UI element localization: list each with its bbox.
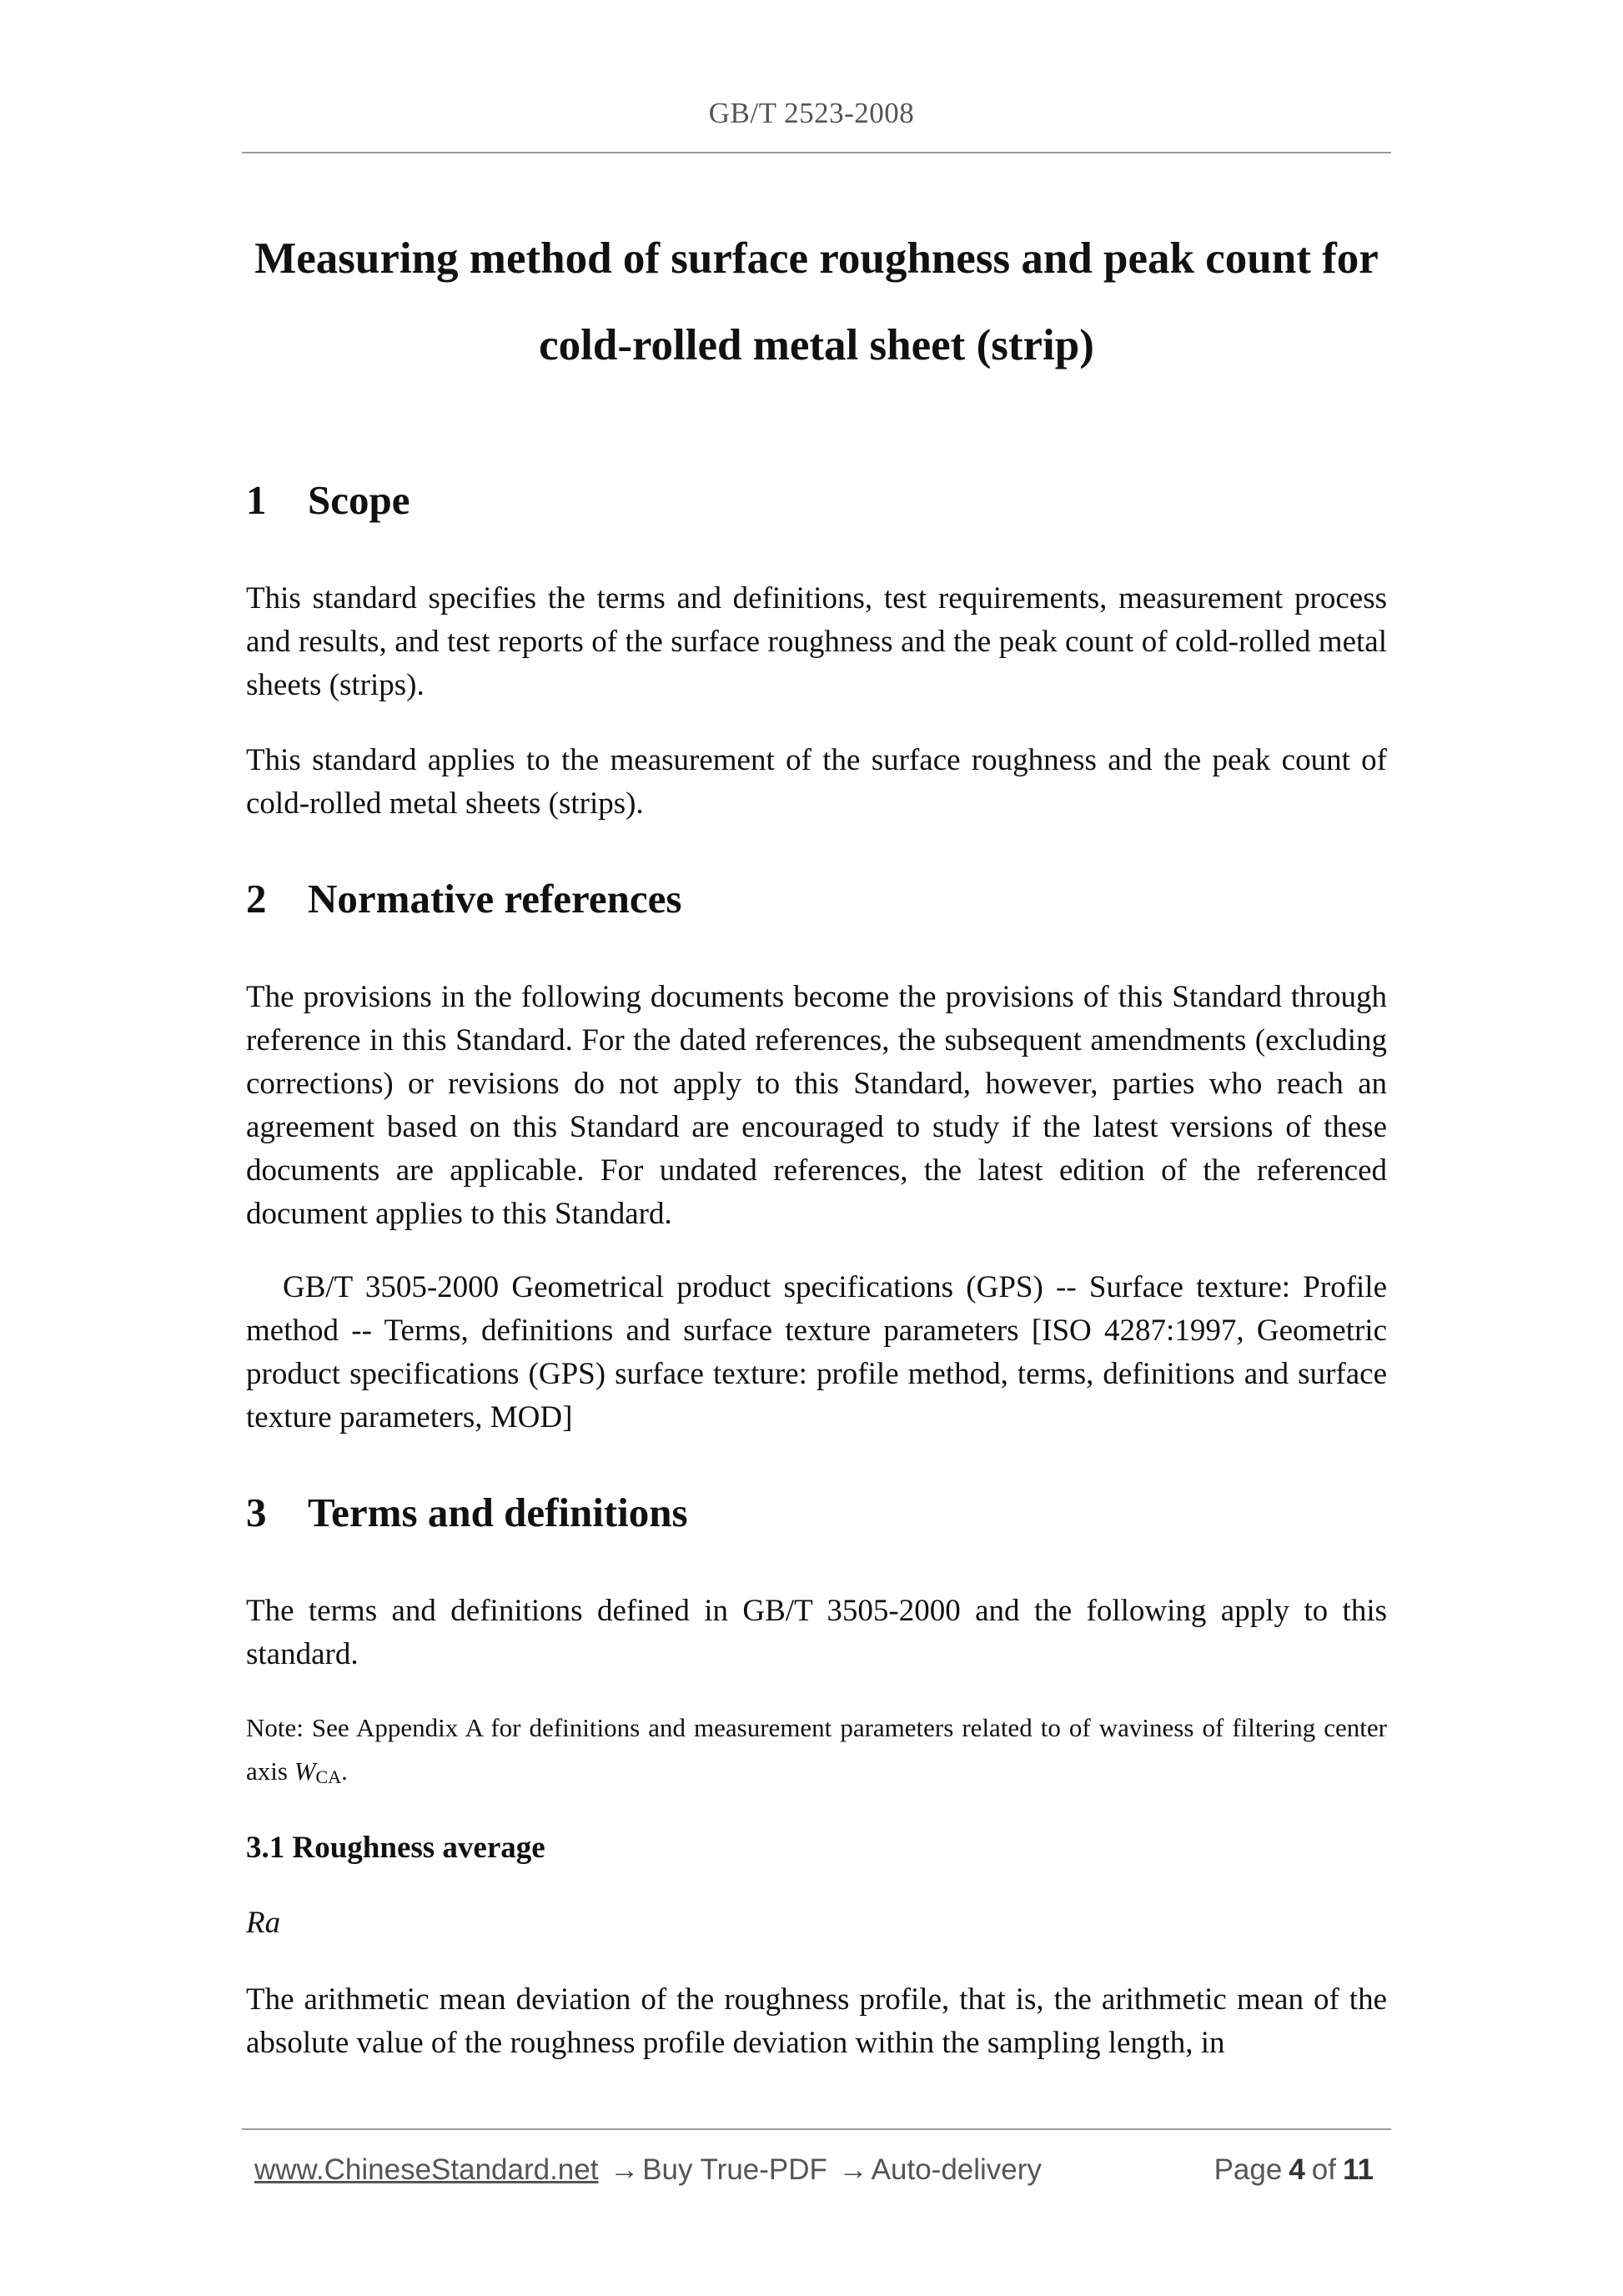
note-suffix: . [341,1756,348,1786]
buy-true-pdf-link[interactable]: Buy True-PDF [642,2153,827,2186]
section-number: 3 [246,1490,267,1535]
page-current: 4 [1289,2153,1305,2186]
page-total: 11 [1343,2153,1374,2186]
page-footer [254,2153,1380,2187]
note-symbol: W [294,1756,316,1786]
section-heading-scope [246,475,410,525]
section-title: Normative references [308,876,682,922]
terms-intro-paragraph: The terms and definitions defined in GB/T 3505-2000 and the following apply to this standard. [246,1594,1387,1671]
section-heading-terms [246,1488,688,1538]
document-title [242,215,1391,389]
arrow-right-icon: → [838,2153,868,2186]
section-heading-normative [246,874,682,924]
scope-paragraph-1: This standard specifies the terms and definitions, test requirements, measurement process and results, and test reports of the surface roughness and the peak count of cold-rolled metal sheets (strips). [246,581,1387,702]
note-text: Note: See Appendix A for definitions and measurement parameters related to of waviness of filtering center axis [246,1713,1387,1786]
title-line-2: cold-rolled metal sheet (strip) [539,321,1094,369]
page-number [1214,2153,1380,2187]
footer-divider [242,2128,1391,2130]
normative-reference-item: GB/T 3505-2000 Geometrical product specifications (GPS) -- Surface texture: Profile method -- Terms, definitions and surface texture parameters [ISO 4287:1997, Geometric product specifications (GPS) surface texture: profile method, terms, definitions and surface texture parameters, MOD] [246,1270,1387,1434]
title-line-1: Measuring method of surface roughness and peak count for [254,234,1379,283]
page-label: Page [1213,2153,1283,2186]
roughness-average-definition: The arithmetic mean deviation of the roughness profile, that is, the arithmetic mean of the absolute value of the roughness profile deviation within the sampling length, in [246,1982,1387,2060]
arrow-right-icon: → [610,2153,640,2186]
section-number: 1 [246,477,267,523]
page-of: of [1311,2153,1336,2186]
section-title: Terms and definitions [308,1490,688,1535]
note-subscript: CA [315,1766,342,1787]
site-link[interactable]: www.ChineseStandard.net [254,2153,599,2186]
header-divider [242,152,1391,153]
subsection-heading-3-1: 3.1 Roughness average [246,1831,545,1865]
scope-paragraph-2: This standard applies to the measurement of the surface roughness and the peak count of cold-rolled metal sheets (strips). [246,743,1387,821]
section-title: Scope [308,477,410,523]
normative-paragraph-1: The provisions in the following documents become the provisions of this Standard through reference in this Standard. For the dated references, the subsequent amendments (excluding corrections) or revisions do not apply to this Standard, however, parties who reach an agreement based on this Standard are encouraged to study if the latest versions of these documents are applicable. For undated references, the latest edition of the referenced document applies to this Standard. [246,980,1387,1231]
auto-delivery-text: Auto-delivery [871,2153,1042,2186]
terms-note [246,1706,1387,1793]
running-header: GB/T 2523-2008 [708,97,915,129]
section-number: 2 [246,876,267,922]
term-symbol-ra: Ra [246,1906,281,1940]
